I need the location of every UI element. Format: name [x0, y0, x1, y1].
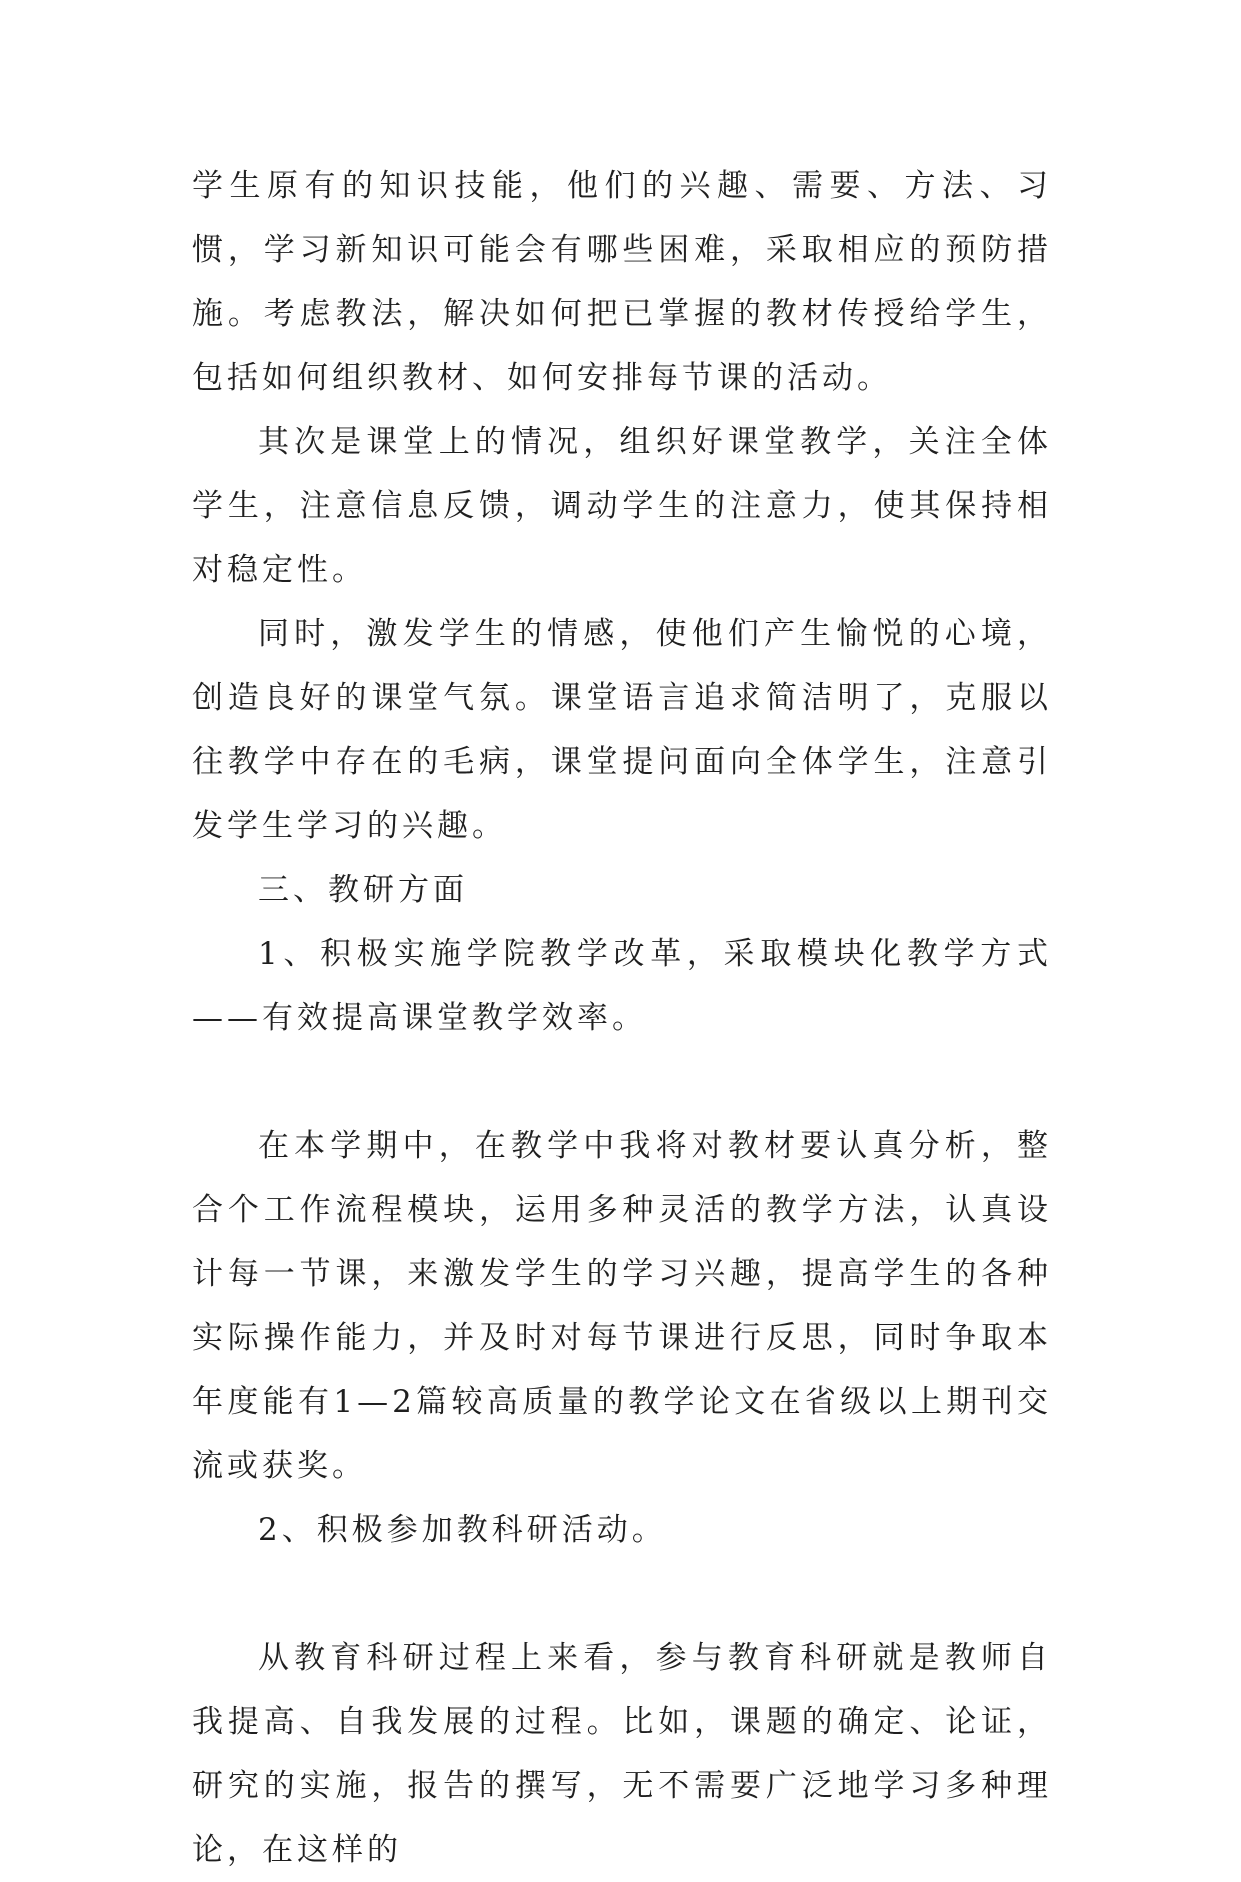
paragraph-classroom: 其次是课堂上的情况，组织好课堂教学，关注全体学生，注意信息反馈，调动学生的注意力，使其保持相对稳定性。 — [192, 424, 1052, 588]
section-heading-research: 三、教研方面 — [258, 872, 468, 908]
paragraph-reform: 1、积极实施学院教学改革，采取模块化教学方式——有效提高课堂教学效率。 — [192, 936, 1052, 1036]
paragraph-gap — [192, 1562, 1052, 1626]
paragraph-gap — [192, 1050, 1052, 1114]
paragraph-research-process: 从教育科研过程上来看，参与教育科研就是教师自我提高、自我发展的过程。比如，课题的确定、论证，研究的实施，报告的撰写，无不需要广泛地学习多种理论，在这样的 — [192, 1640, 1052, 1868]
paragraph-semester-plan: 在本学期中，在教学中我将对教材要认真分析，整合个工作流程模块，运用多种灵活的教学方法，认真设计每一节课，来激发学生的学习兴趣，提高学生的各种实际操作能力，并及时对每节课进行反思，同时争取本年度能有1—2篇较高质量的教学论文在省级以上期刊交流或获奖。 — [192, 1128, 1052, 1484]
paragraph-emotion: 同时，激发学生的情感，使他们产生愉悦的心境，创造良好的课堂气氛。课堂语言追求简洁明了，克服以往教学中存在的毛病，课堂提问面向全体学生，注意引发学生学习的兴趣。 — [192, 616, 1052, 844]
paragraph-research-activity: 2、积极参加教科研活动。 — [258, 1512, 667, 1548]
paragraph-continuation: 学生原有的知识技能，他们的兴趣、需要、方法、习惯，学习新知识可能会有哪些困难，采取相应的预防措施。考虑教法，解决如何把已掌握的教材传授给学生，包括如何组织教材、如何安排每节课的活动。 — [192, 168, 1052, 396]
document-body — [192, 154, 1052, 1882]
